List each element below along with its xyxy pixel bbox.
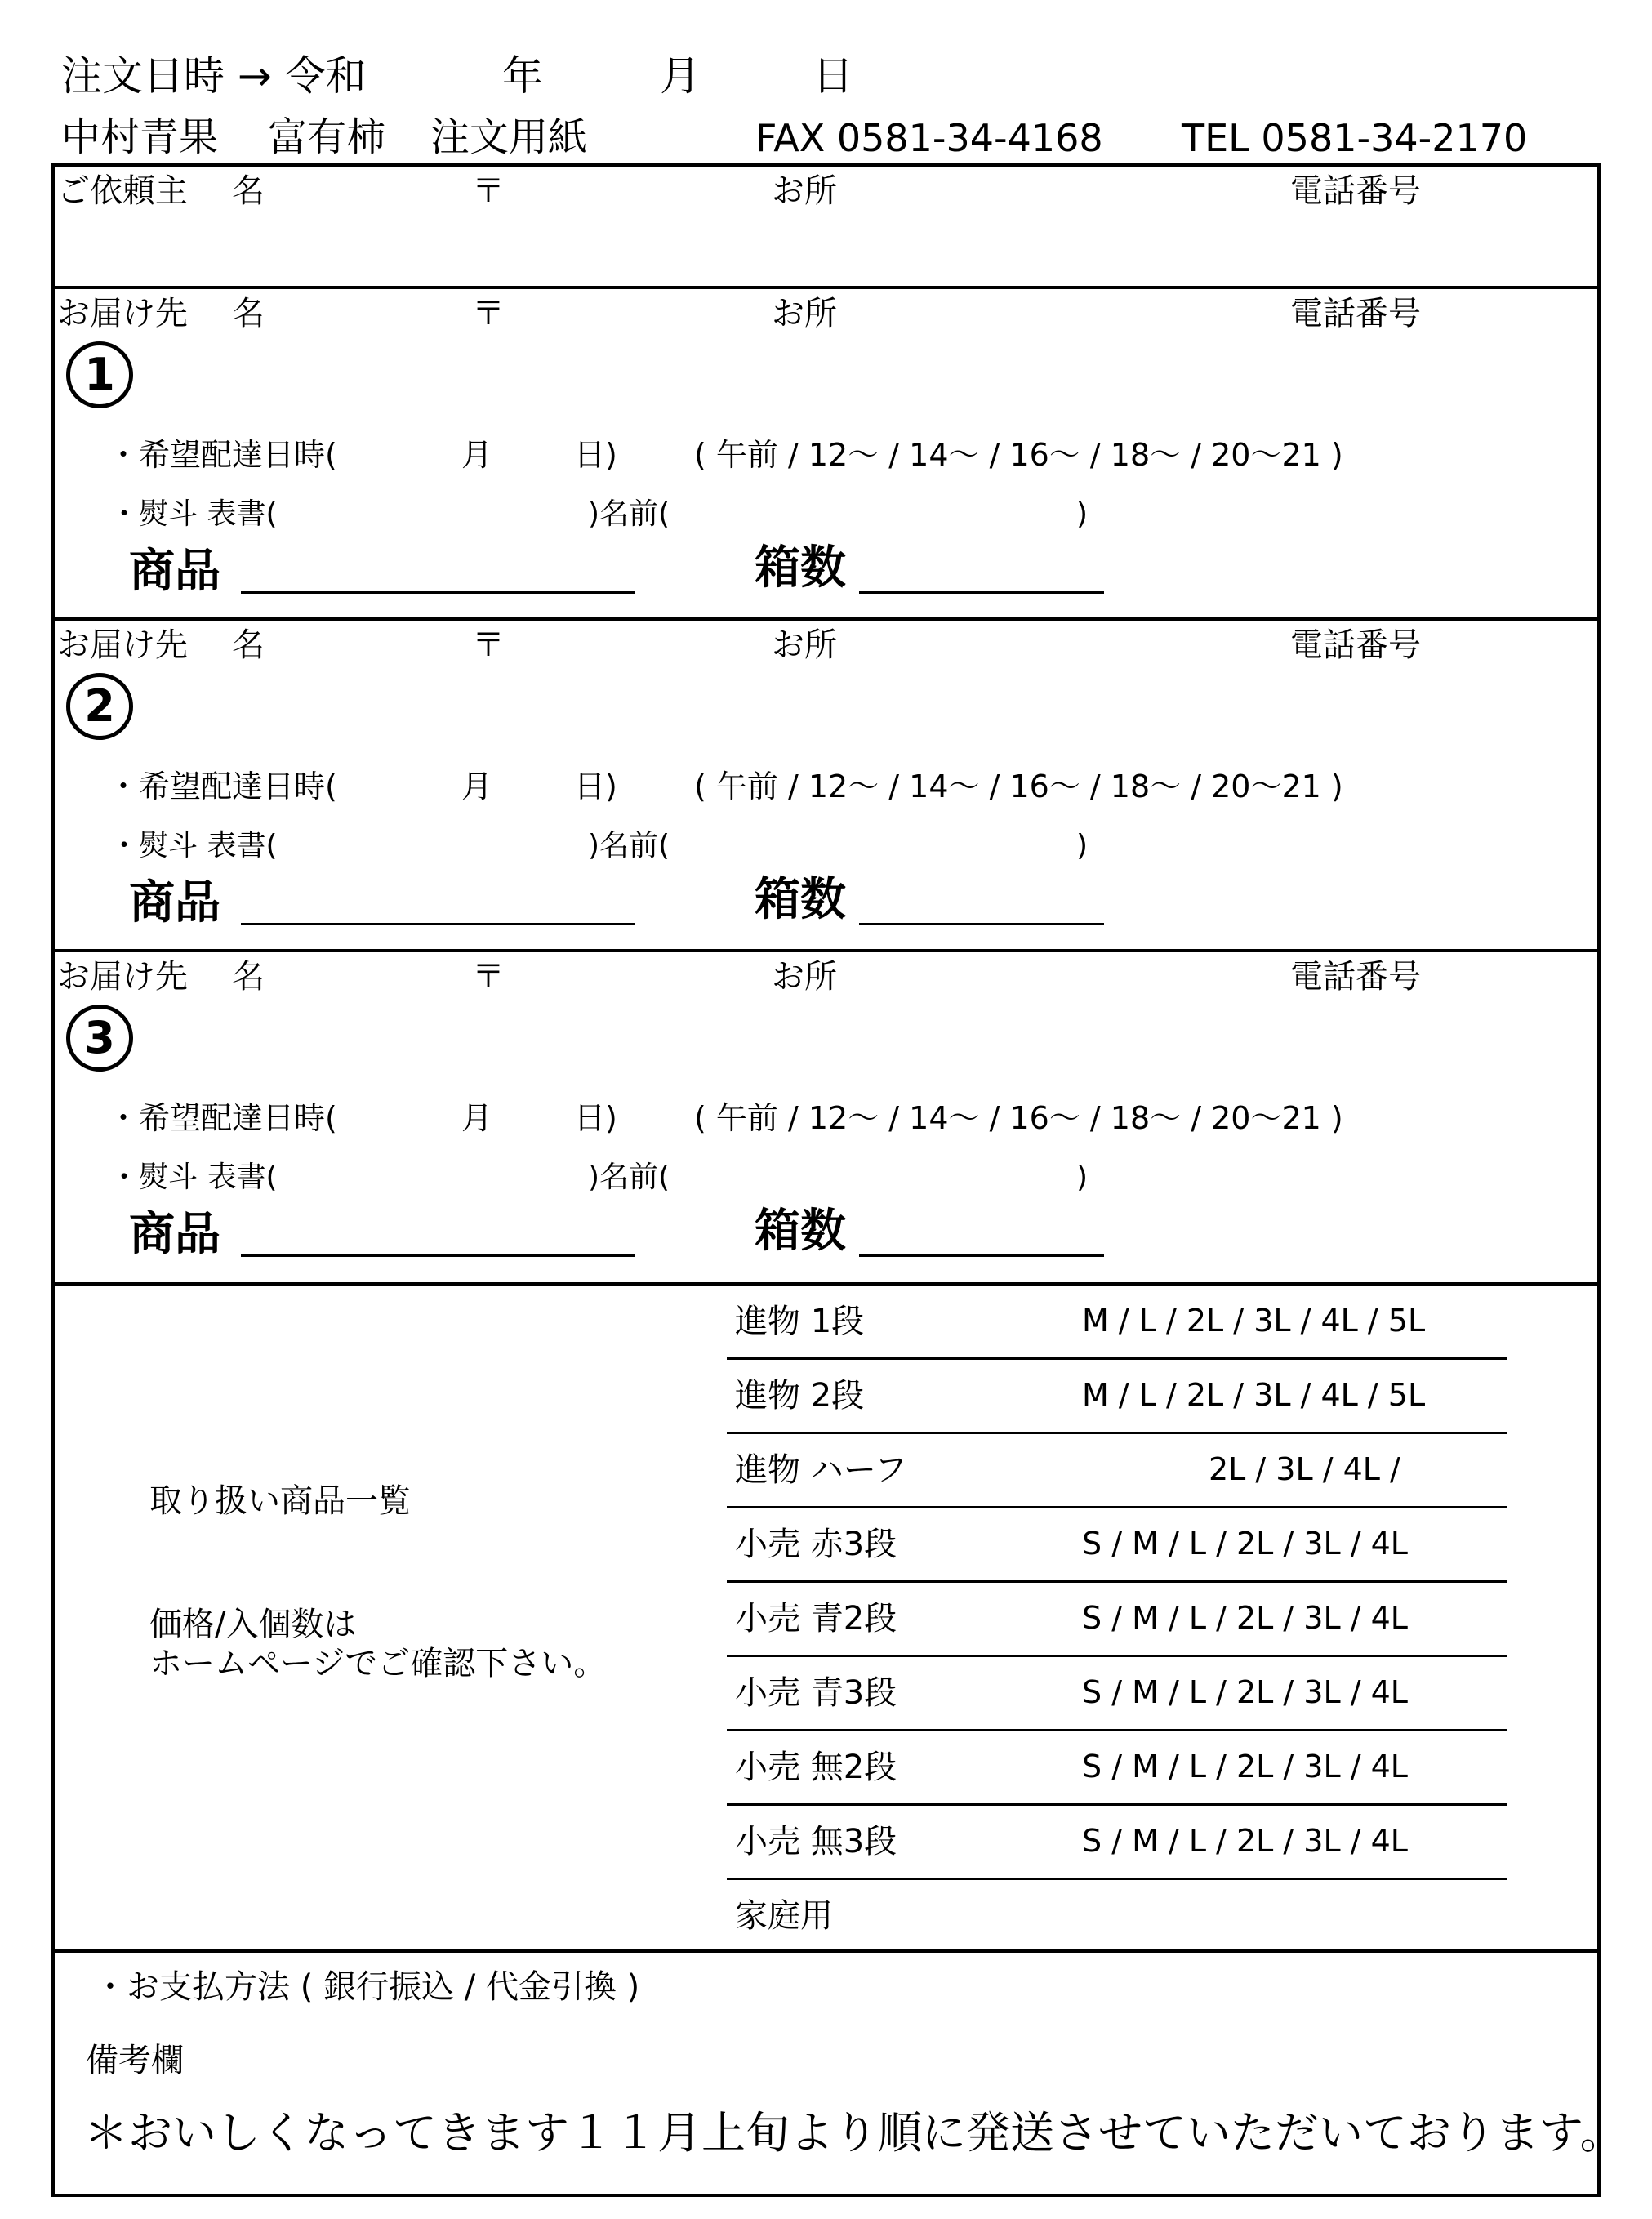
product-label: 商品 bbox=[129, 545, 220, 598]
delivery-phone-label: 電話番号 bbox=[1290, 626, 1421, 664]
noshi-name-label: )名前( bbox=[588, 497, 670, 531]
catalog-row bbox=[727, 1508, 1507, 1583]
catalog-row bbox=[727, 1731, 1507, 1806]
requester-postal-label: 〒 bbox=[472, 172, 505, 210]
tel-number: TEL 0581-34-2170 bbox=[1182, 116, 1528, 160]
catalog-item-name: 小売 青3段 bbox=[735, 1674, 897, 1712]
delivery-date-label: ・希望配達日時( bbox=[108, 437, 337, 473]
order-day-label: 日 bbox=[813, 52, 853, 100]
delivery-postal-label: 〒 bbox=[472, 626, 505, 664]
price-note-line-2: ホームページでご確認下さい。 bbox=[149, 1645, 607, 1682]
requester-title: ご依頼主 bbox=[57, 172, 188, 210]
divider bbox=[51, 617, 1601, 621]
order-month-label: 月 bbox=[660, 52, 701, 100]
delivery-title: お届け先 bbox=[57, 958, 188, 996]
catalog-item-name: 小売 無3段 bbox=[735, 1823, 897, 1860]
delivery-day-label: 日) bbox=[574, 1100, 617, 1136]
order-date-label: 注文日時 → 令和 bbox=[61, 52, 367, 100]
catalog-row bbox=[727, 1657, 1507, 1731]
catalog-item-sizes: S / M / L / 2L / 3L / 4L bbox=[1082, 1674, 1408, 1710]
delivery-number-badge: 2 bbox=[66, 673, 133, 740]
product-label: 商品 bbox=[129, 1208, 220, 1261]
form-title: 注文用紙 bbox=[430, 114, 588, 160]
boxes-label: 箱数 bbox=[755, 1205, 846, 1258]
catalog-item-name: 進物 ハーフ bbox=[735, 1451, 907, 1489]
catalog-row bbox=[727, 1286, 1507, 1360]
catalog-item-name: 進物 1段 bbox=[735, 1303, 865, 1340]
divider bbox=[51, 286, 1601, 289]
delivery-date-label: ・希望配達日時( bbox=[108, 1100, 337, 1136]
requester-address-label: お所 bbox=[772, 172, 837, 210]
catalog-row bbox=[727, 1434, 1507, 1508]
divider bbox=[51, 949, 1601, 952]
catalog-item-name: 小売 赤3段 bbox=[735, 1526, 897, 1563]
delivery-date-label: ・希望配達日時( bbox=[108, 769, 337, 804]
catalog-row bbox=[727, 1806, 1507, 1880]
product-name: 富有柿 bbox=[268, 114, 386, 160]
catalog-item-sizes: 2L / 3L / 4L / bbox=[1209, 1451, 1400, 1487]
shop-name: 中村青果 bbox=[61, 114, 219, 160]
product-input-line[interactable] bbox=[241, 591, 635, 594]
delivery-phone-label: 電話番号 bbox=[1290, 958, 1421, 996]
price-note-line-1: 価格/入個数は bbox=[149, 1606, 357, 1643]
delivery-month-label: 月 bbox=[461, 437, 493, 473]
delivery-postal-label: 〒 bbox=[472, 295, 505, 332]
catalog-item-sizes: S / M / L / 2L / 3L / 4L bbox=[1082, 1526, 1408, 1562]
delivery-day-label: 日) bbox=[574, 769, 617, 804]
noshi-label: ・熨斗 表書( bbox=[109, 1161, 278, 1194]
fax-number: FAX 0581-34-4168 bbox=[755, 116, 1103, 160]
catalog-item-sizes: M / L / 2L / 3L / 4L / 5L bbox=[1082, 1377, 1426, 1413]
delivery-title: お届け先 bbox=[57, 295, 188, 332]
delivery-number-badge: 1 bbox=[66, 341, 133, 408]
boxes-input-line[interactable] bbox=[859, 591, 1104, 594]
product-label: 商品 bbox=[129, 876, 220, 929]
delivery-time-slots: ( 午前 / 12〜 / 14〜 / 16〜 / 18〜 / 20〜21 ) bbox=[694, 1100, 1343, 1136]
remarks-label: 備考欄 bbox=[86, 2042, 184, 2079]
delivery-address-label: お所 bbox=[772, 626, 837, 664]
noshi-name-label: )名前( bbox=[588, 829, 670, 862]
payment-method: ・お支払方法 ( 銀行振込 / 代金引換 ) bbox=[94, 1968, 640, 2006]
delivery-name-label: 名 bbox=[232, 295, 265, 332]
boxes-input-line[interactable] bbox=[859, 1254, 1104, 1257]
catalog-item-sizes: M / L / 2L / 3L / 4L / 5L bbox=[1082, 1303, 1426, 1339]
noshi-close: ) bbox=[1076, 829, 1089, 862]
noshi-close: ) bbox=[1076, 497, 1089, 531]
catalog-item-sizes: S / M / L / 2L / 3L / 4L bbox=[1082, 1823, 1408, 1859]
delivery-month-label: 月 bbox=[461, 1100, 493, 1136]
boxes-input-line[interactable] bbox=[859, 923, 1104, 925]
remark-text: ＊おいしくなってきます１１月上旬より順に発送させていただいております。 bbox=[84, 2107, 1624, 2159]
delivery-phone-label: 電話番号 bbox=[1290, 295, 1421, 332]
boxes-label: 箱数 bbox=[755, 873, 846, 926]
delivery-day-label: 日) bbox=[574, 437, 617, 473]
delivery-name-label: 名 bbox=[232, 958, 265, 996]
noshi-close: ) bbox=[1076, 1161, 1089, 1194]
product-input-line[interactable] bbox=[241, 1254, 635, 1257]
delivery-month-label: 月 bbox=[461, 769, 493, 804]
delivery-postal-label: 〒 bbox=[472, 958, 505, 996]
delivery-title: お届け先 bbox=[57, 626, 188, 664]
catalog-row bbox=[727, 1880, 1507, 1954]
delivery-number-badge: 3 bbox=[66, 1005, 133, 1072]
delivery-time-slots: ( 午前 / 12〜 / 14〜 / 16〜 / 18〜 / 20〜21 ) bbox=[694, 437, 1343, 473]
catalog-item-sizes: S / M / L / 2L / 3L / 4L bbox=[1082, 1749, 1408, 1785]
catalog-item-name: 小売 無2段 bbox=[735, 1749, 897, 1786]
delivery-address-label: お所 bbox=[772, 958, 837, 996]
catalog-item-name: 小売 青2段 bbox=[735, 1600, 897, 1638]
product-input-line[interactable] bbox=[241, 923, 635, 925]
catalog-item-name: 家庭用 bbox=[735, 1897, 833, 1935]
noshi-name-label: )名前( bbox=[588, 1161, 670, 1194]
catalog-row bbox=[727, 1360, 1507, 1434]
delivery-address-label: お所 bbox=[772, 295, 837, 332]
catalog-item-name: 進物 2段 bbox=[735, 1377, 865, 1415]
boxes-label: 箱数 bbox=[755, 541, 846, 595]
catalog-item-sizes: S / M / L / 2L / 3L / 4L bbox=[1082, 1600, 1408, 1636]
catalog-row bbox=[727, 1583, 1507, 1657]
noshi-label: ・熨斗 表書( bbox=[109, 497, 278, 531]
delivery-name-label: 名 bbox=[232, 626, 265, 664]
catalog-title: 取り扱い商品一覧 bbox=[149, 1482, 411, 1520]
noshi-label: ・熨斗 表書( bbox=[109, 829, 278, 862]
requester-name-label: 名 bbox=[232, 172, 265, 210]
delivery-time-slots: ( 午前 / 12〜 / 14〜 / 16〜 / 18〜 / 20〜21 ) bbox=[694, 769, 1343, 804]
order-year-label: 年 bbox=[502, 52, 543, 100]
requester-phone-label: 電話番号 bbox=[1290, 172, 1421, 210]
